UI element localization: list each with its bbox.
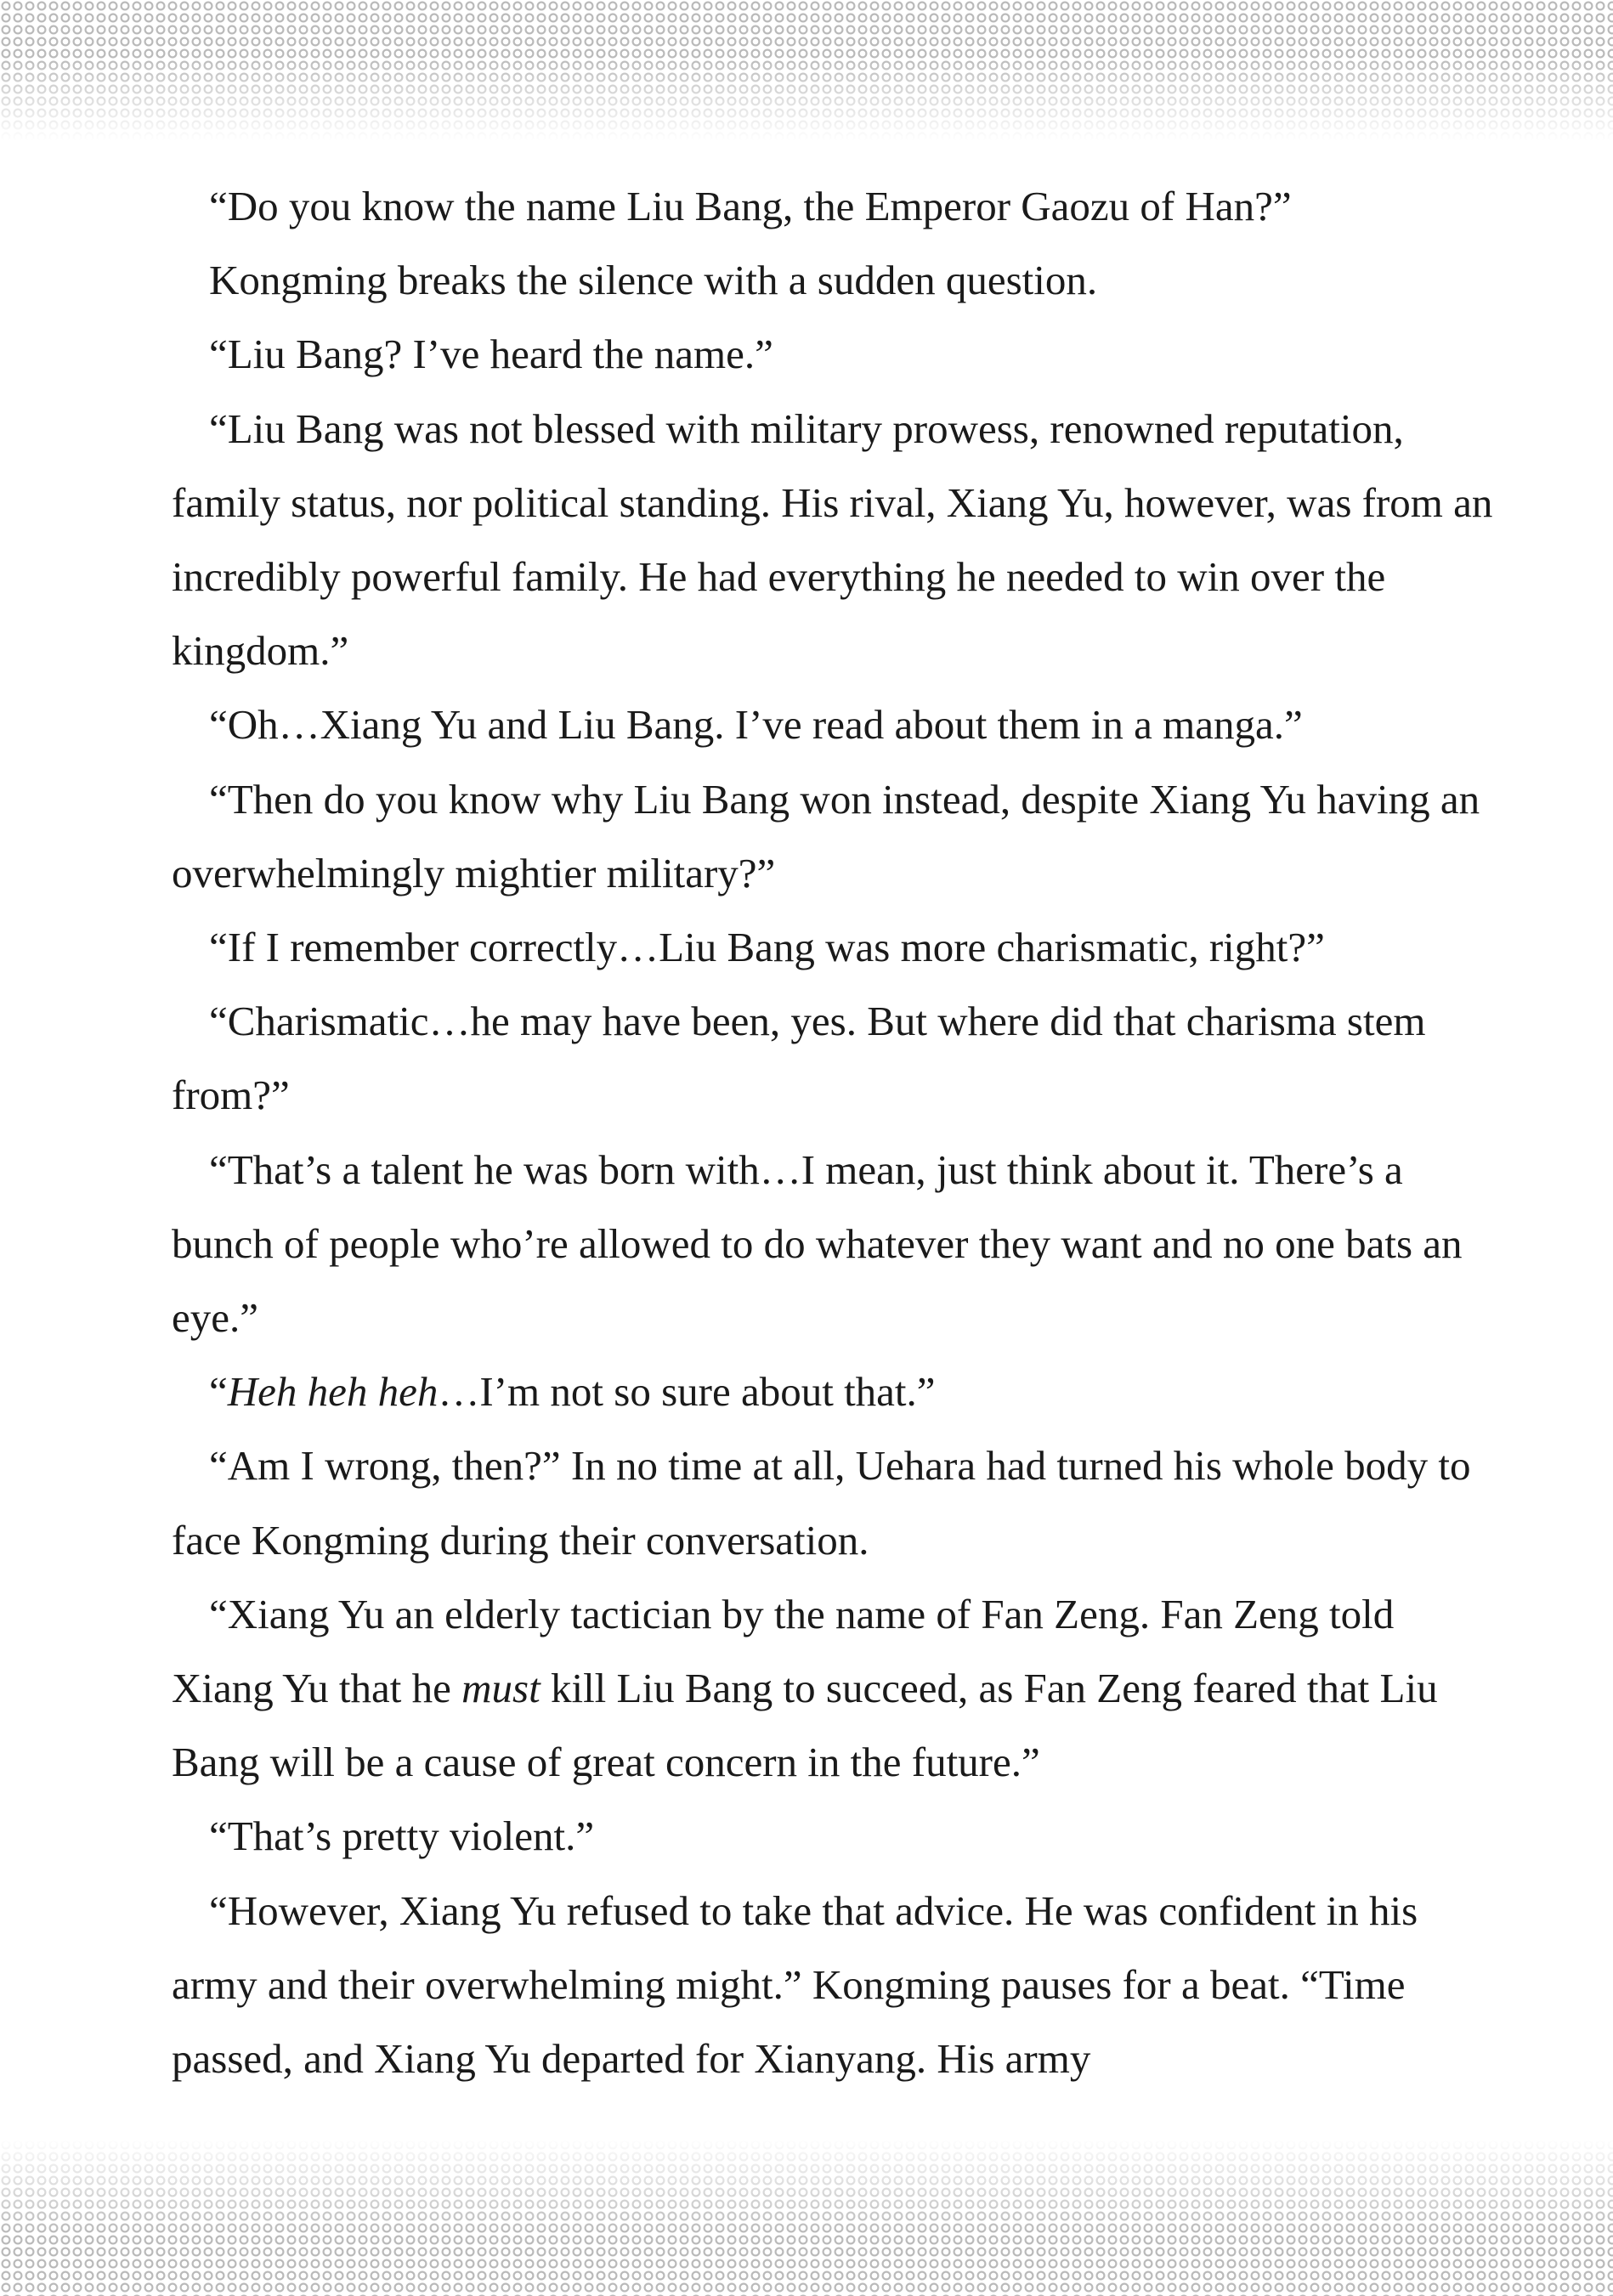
text-run: “That’s a talent he was born with…I mean, just think about it. There’s a bunch of people who’re allowed to do whatever they want and no one bats an eye.”	[172, 1145, 1463, 1342]
paragraph	[172, 1428, 1494, 1576]
decorative-pattern-footer	[0, 2139, 1613, 2296]
paragraph	[172, 1133, 1494, 1355]
page-body	[172, 169, 1494, 2095]
text-run: “However, Xiang Yu refused to take that advice. He was confident in his army and their overwhelming might.” Kongming pauses for a beat. “Time passed, and Xiang Yu departed for Xianyang. His army	[172, 1886, 1418, 2083]
decorative-pattern-header	[0, 0, 1613, 140]
paragraph	[172, 169, 1494, 243]
paragraph	[172, 687, 1494, 761]
paragraph	[172, 1799, 1494, 1873]
text-run: “Then do you know why Liu Bang won instead, despite Xiang Yu having an overwhelmingly mightier military?”	[172, 775, 1480, 896]
text-run: “Am I wrong, then?” In no time at all, Uehara had turned his whole body to face Kongming during their conversation.	[172, 1442, 1471, 1564]
paragraph	[172, 1577, 1494, 1800]
text-run: “	[209, 1368, 228, 1416]
text-run: …I’m not so sure about that.”	[438, 1368, 936, 1416]
text-run: “Oh…Xiang Yu and Liu Bang. I’ve read about them in a manga.”	[209, 701, 1303, 749]
text-run: “If I remember correctly…Liu Bang was more charismatic, right?”	[209, 924, 1325, 971]
paragraph	[172, 910, 1494, 984]
text-run: “Liu Bang was not blessed with military prowess, renowned reputation, family status, nor political standing. His rival, Xiang Yu, however, was from an incredibly powerful family. He had everything he needed to win over the kingdom.”	[172, 404, 1493, 675]
italic-text: Heh heh heh	[227, 1368, 439, 1416]
paragraph	[172, 243, 1494, 317]
paragraph	[172, 984, 1494, 1132]
paragraph	[172, 317, 1494, 391]
italic-text: must	[461, 1665, 540, 1712]
text-run: “Do you know the name Liu Bang, the Emperor Gaozu of Han?”	[209, 183, 1292, 229]
paragraph	[172, 392, 1494, 688]
text-run: “Xiang Yu an elderly tactician by the name of Fan Zeng. Fan Zeng told Xiang Yu that he	[172, 1590, 1395, 1712]
text-run: “That’s pretty violent.”	[209, 1812, 595, 1860]
paragraph	[172, 762, 1494, 910]
text-run: “Charismatic…he may have been, yes. But where did that charisma stem from?”	[172, 998, 1426, 1119]
paragraph	[172, 1354, 1494, 1428]
paragraph	[172, 1874, 1494, 2096]
text-run: Kongming breaks the silence with a sudden question.	[209, 257, 1098, 304]
text-run: “Liu Bang? I’ve heard the name.”	[209, 331, 773, 378]
text-run: kill Liu Bang to succeed, as Fan Zeng feared that Liu Bang will be a cause of great concern in the future.”	[172, 1665, 1438, 1786]
